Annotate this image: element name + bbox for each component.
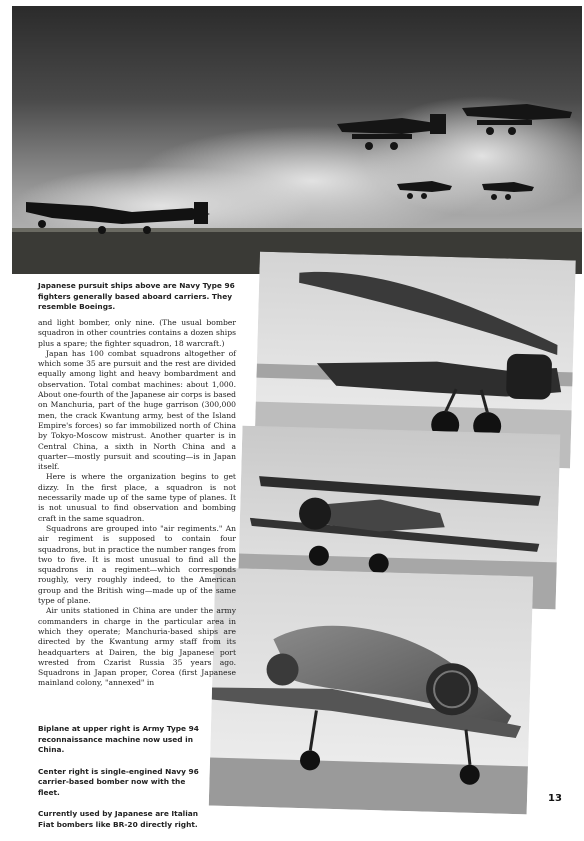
caption-biplane-upper-right: Biplane at upper right is Army Type 94 reconnaissance machine now used in China. (38, 724, 199, 754)
photo-captions (38, 724, 206, 841)
article-paragraph: Squadrons are grouped into "air regiments." An air regiment is supposed to contain four squadrons, but in practice the number ranges from two to five. It is most unusual to find all the squadrons in a regiment—which corresponds roughly, very roughly indeed, to the American group and the British wing—made up of the same type of plane. (38, 523, 236, 606)
article-paragraph: Air units stationed in China are under the army commanders in charge in the particular area in which they operate; Manchuria-based ships are directed by the Kwantung army staff from its headquarters at Dairen, the big Japanese port wrested from Czarist Russia 35 years ago. Squadrons in Japan proper, Corea (first Japanese mainland colony, "annexed" in (38, 606, 236, 688)
article-body (38, 318, 236, 689)
photo-fiat-br20-bomber (209, 568, 534, 815)
top-photo-caption: Japanese pursuit ships above are Navy Type 96 fighters generally based aboard carriers. They resemble Boeings. (38, 281, 235, 311)
article-paragraph: Japan has 100 combat squadrons altogether of which some 35 are pursuit and the rest are divided equally among light and heavy bombardment and observation. Total combat machines: about 1,000. About one-fourth of the Japanese air corps is based on Manchuria, part of the huge garrison (300,000 men, the crack Kwantung army, best of the Island Empire's forces) so far immobilized north of China by Tokyo-Moscow mistrust. Another quarter is in Central China, a sixth in North China and a quarter—mostly pursuit and scouting—is in Japan itself. (38, 348, 236, 472)
photo-navy-fighters-formation (12, 6, 582, 274)
article-paragraph: Here is where the organization begins to get dizzy. In the first place, a squadron is not necessarily made up of the same type of planes. It is not unusual to find observation and bombing craft in the same squadron. (38, 472, 236, 523)
article-paragraph: and light bomber, only nine. (The usual bomber squadron in other countries contains a dozen ships plus a spare; the fighter squadron, 18 warcraft.) (38, 318, 236, 348)
caption-fiat-bomber: Currently used by Japanese are Italian Fiat bombers like BR-20 directly right. (38, 809, 198, 829)
page-number: 13 (548, 793, 562, 804)
caption-center-right: Center right is single-engined Navy 96 carrier-based bomber now with the fleet. (38, 766, 199, 797)
